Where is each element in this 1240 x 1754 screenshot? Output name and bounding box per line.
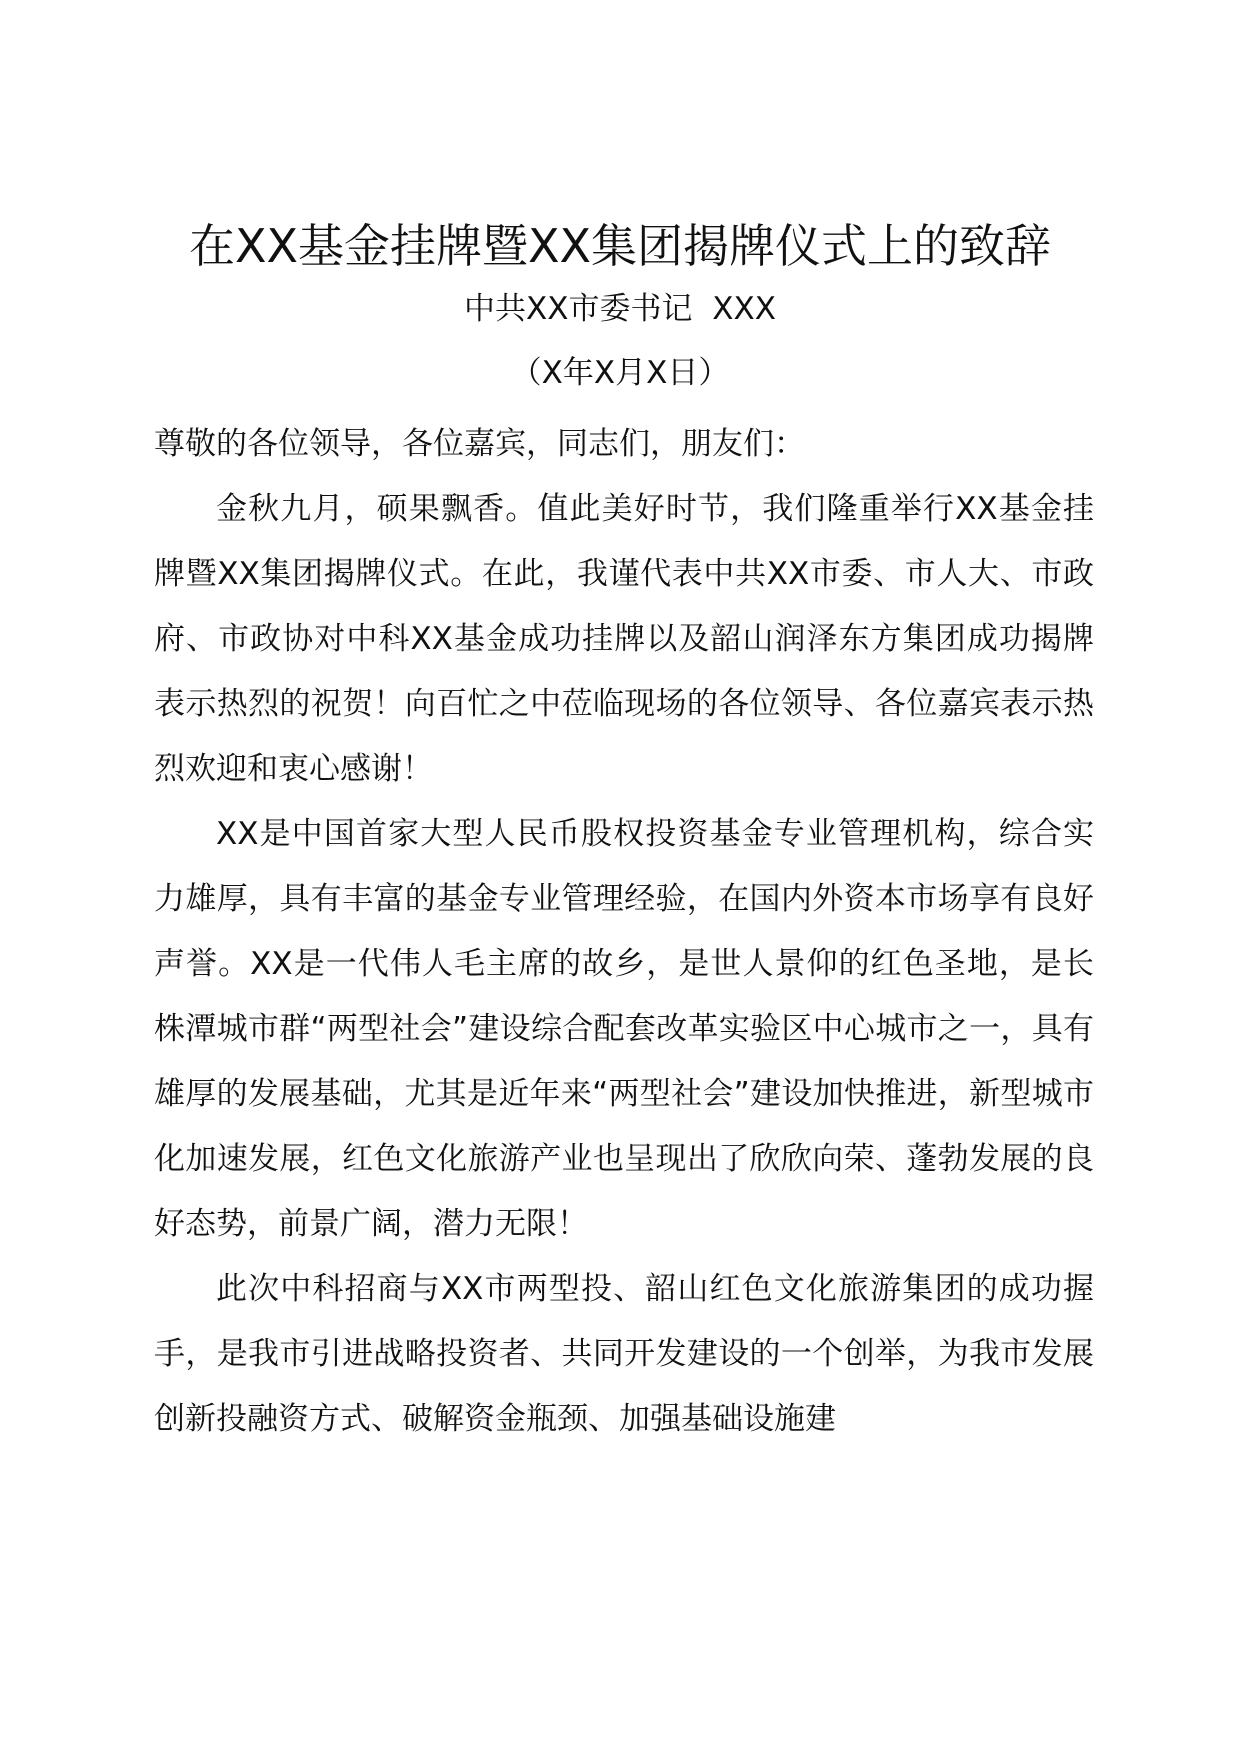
document-title: 在XX基金挂牌暨XX集团揭牌仪式上的致辞 <box>188 219 1052 273</box>
author-line: 中共XX市委书记 XXX <box>464 291 776 327</box>
paragraph-cooperation: 此次中科招商与XX市两型投、韶山红色文化旅游集团的成功握手，是我市引进战略投资者、共同开发建设的一个创举，为我市发展创新投融资方式、破解资金瓶颈、加强基础设施建 <box>154 1271 1094 1437</box>
document-body <box>154 412 1094 1452</box>
paragraph-opening: 金秋九月，硕果飘香。值此美好时节，我们隆重举行XX基金挂牌暨XX集团揭牌仪式。在此，我谨代表中共XX市委、市人大、市政府、市政协对中科XX基金成功挂牌以及韶山润泽东方集团成功揭牌表示热烈的祝贺！向百忙之中莅临现场的各位领导、各位嘉宾表示热烈欢迎和衷心感谢！ <box>154 491 1094 787</box>
paragraph-background: XX是中国首家大型人民币股权投资基金专业管理机构，综合实力雄厚，具有丰富的基金专业管理经验，在国内外资本市场享有良好声誉。XX是一代伟人毛主席的故乡，是世人景仰的红色圣地，是长株潭城市群“两型社会”建设综合配套改革实验区中心城市之一，具有雄厚的发展基础，尤其是近年来“两型社会”建设加快推进，新型城市化加速发展，红色文化旅游产业也呈现出了欣欣向荣、蓬勃发展的良好态势，前景广阔，潜力无限！ <box>154 816 1094 1242</box>
salutation: 尊敬的各位领导，各位嘉宾，同志们，朋友们： <box>154 426 805 462</box>
date-line: （X年X月X日） <box>510 355 730 391</box>
